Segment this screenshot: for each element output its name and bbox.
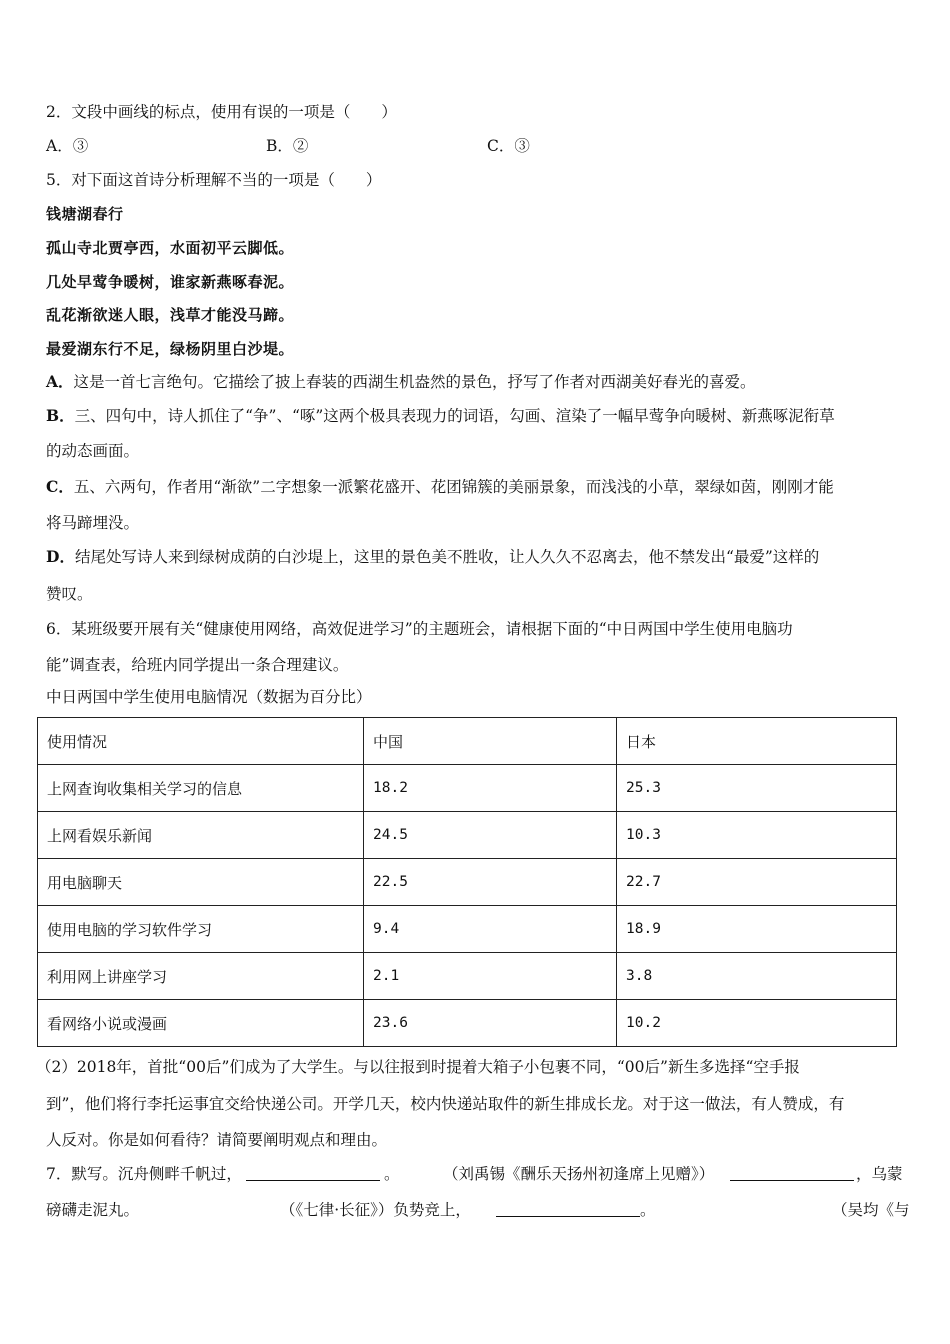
table-cell: 看网络小说或漫画	[38, 1000, 364, 1047]
table-row	[38, 859, 897, 906]
q6-stem: 6．某班级要开展有关“健康使用网络，高效促进学习”的主题班会，请根据下面的“中日两国中学生使用电脑功	[46, 620, 793, 638]
option-text: 三、四句中，诗人抓住了“争”、“啄”这两个极具表现力的词语，勾画、渲染了一幅早莺争向暖树、新燕啄泥衔草	[74, 407, 835, 425]
option-text: 结尾处写诗人来到绿树成荫的白沙堤上，这里的景色美不胜收，让人久久不忍离去，他不禁发出“最爱”这样的	[74, 548, 820, 566]
q7-blank-2[interactable]	[730, 1166, 854, 1181]
q6-part2: （2）2018年，首批“00后”们成为了大学生。与以往报到时提着大箱子小包裹不同，“00后”新生多选择“空手报	[36, 1058, 800, 1076]
q7-source-3: （吴均《与	[832, 1201, 910, 1219]
table-cell: 18.9	[617, 906, 897, 953]
poem-line: 最爱湖东行不足，绿杨阴里白沙堤。	[46, 340, 295, 358]
q7-blank-3[interactable]	[496, 1202, 640, 1217]
q2-stem: 2．文段中画线的标点，使用有误的一项是（ ）	[46, 103, 397, 121]
survey-table	[37, 717, 897, 1047]
option-label: C．	[46, 477, 74, 496]
poem-line: 孤山寺北贾亭西，水面初平云脚低。	[46, 239, 295, 257]
q7-blank-1[interactable]	[246, 1166, 380, 1181]
q2-option-b: B．②	[266, 137, 309, 155]
table-cell: 22.7	[617, 859, 897, 906]
poem-line: 几处早莺争暖树，谁家新燕啄春泥。	[46, 273, 295, 291]
q6-part2-cont: 到”，他们将行李托运事宜交给快递公司。开学几天，校内快递站取件的新生排成长龙。对于这一做法，有人赞成，有	[46, 1095, 845, 1113]
q5-option-b	[46, 406, 835, 426]
table-cell: 3.8	[617, 953, 897, 1000]
table-cell: 10.2	[617, 1000, 897, 1047]
table-header-cell: 日本	[617, 718, 897, 765]
option-text: 五、六两句，作者用“渐欲”二字想象一派繁花盛开、花团锦簇的美丽景象，而浅浅的小草，翠绿如茵，刚刚才能	[73, 478, 834, 496]
table-cell: 上网看娱乐新闻	[38, 812, 364, 859]
table-cell: 25.3	[617, 765, 897, 812]
table-cell: 18.2	[364, 765, 617, 812]
q7-source-1: （刘禹锡《酬乐天扬州初逢席上见赠》）	[443, 1165, 715, 1183]
table-cell: 24.5	[364, 812, 617, 859]
q7-source-2: （《七律·长征》）负势竞上，	[280, 1201, 471, 1219]
table-row	[38, 812, 897, 859]
option-label: D．	[46, 547, 75, 566]
table-cell: 22.5	[364, 859, 617, 906]
table-row	[38, 953, 897, 1000]
table-cell: 23.6	[364, 1000, 617, 1047]
poem-title: 钱塘湖春行	[46, 205, 124, 223]
option-text: 这是一首七言绝句。它描绘了披上春装的西湖生机盎然的景色，抒写了作者对西湖美好春光的喜爱。	[73, 373, 756, 391]
q7-line1-period: 。	[384, 1165, 400, 1183]
q7-line1-end: ，乌蒙	[856, 1165, 903, 1183]
table-cell: 利用网上讲座学习	[38, 953, 364, 1000]
table-title: 中日两国中学生使用电脑情况（数据为百分比）	[46, 688, 372, 706]
q7-line2-start: 磅礴走泥丸。	[46, 1201, 140, 1219]
table-cell: 9.4	[364, 906, 617, 953]
option-label: A．	[46, 372, 74, 391]
q5-option-d-cont: 赞叹。	[46, 585, 93, 603]
table-header-cell: 使用情况	[38, 718, 364, 765]
q5-option-a	[46, 372, 756, 392]
table-cell: 用电脑聊天	[38, 859, 364, 906]
table-header-row	[38, 718, 897, 765]
table-cell: 使用电脑的学习软件学习	[38, 906, 364, 953]
table-header-cell: 中国	[364, 718, 617, 765]
poem-line: 乱花渐欲迷人眼，浅草才能没马蹄。	[46, 306, 295, 324]
table-cell: 10.3	[617, 812, 897, 859]
option-label: B．	[46, 406, 75, 425]
q2-option-a: A．③	[46, 137, 89, 155]
q5-option-c-cont: 将马蹄埋没。	[46, 514, 140, 532]
q5-option-d	[46, 547, 819, 567]
q5-option-c	[46, 477, 834, 497]
table-row	[38, 765, 897, 812]
q5-option-b-cont: 的动态画面。	[46, 442, 140, 460]
q7-line2-period: 。	[640, 1201, 656, 1219]
table-cell: 上网查询收集相关学习的信息	[38, 765, 364, 812]
q2-option-c: C．③	[487, 137, 530, 155]
q7-line1-start: 7．默写。沉舟侧畔千帆过，	[46, 1165, 242, 1183]
q6-stem-cont: 能”调查表，给班内同学提出一条合理建议。	[46, 656, 349, 674]
q5-stem: 5．对下面这首诗分析理解不当的一项是（ ）	[46, 171, 382, 189]
q6-part2-cont: 人反对。你是如何看待？请简要阐明观点和理由。	[46, 1131, 388, 1149]
table-cell: 2.1	[364, 953, 617, 1000]
table-row	[38, 906, 897, 953]
table-row	[38, 1000, 897, 1047]
